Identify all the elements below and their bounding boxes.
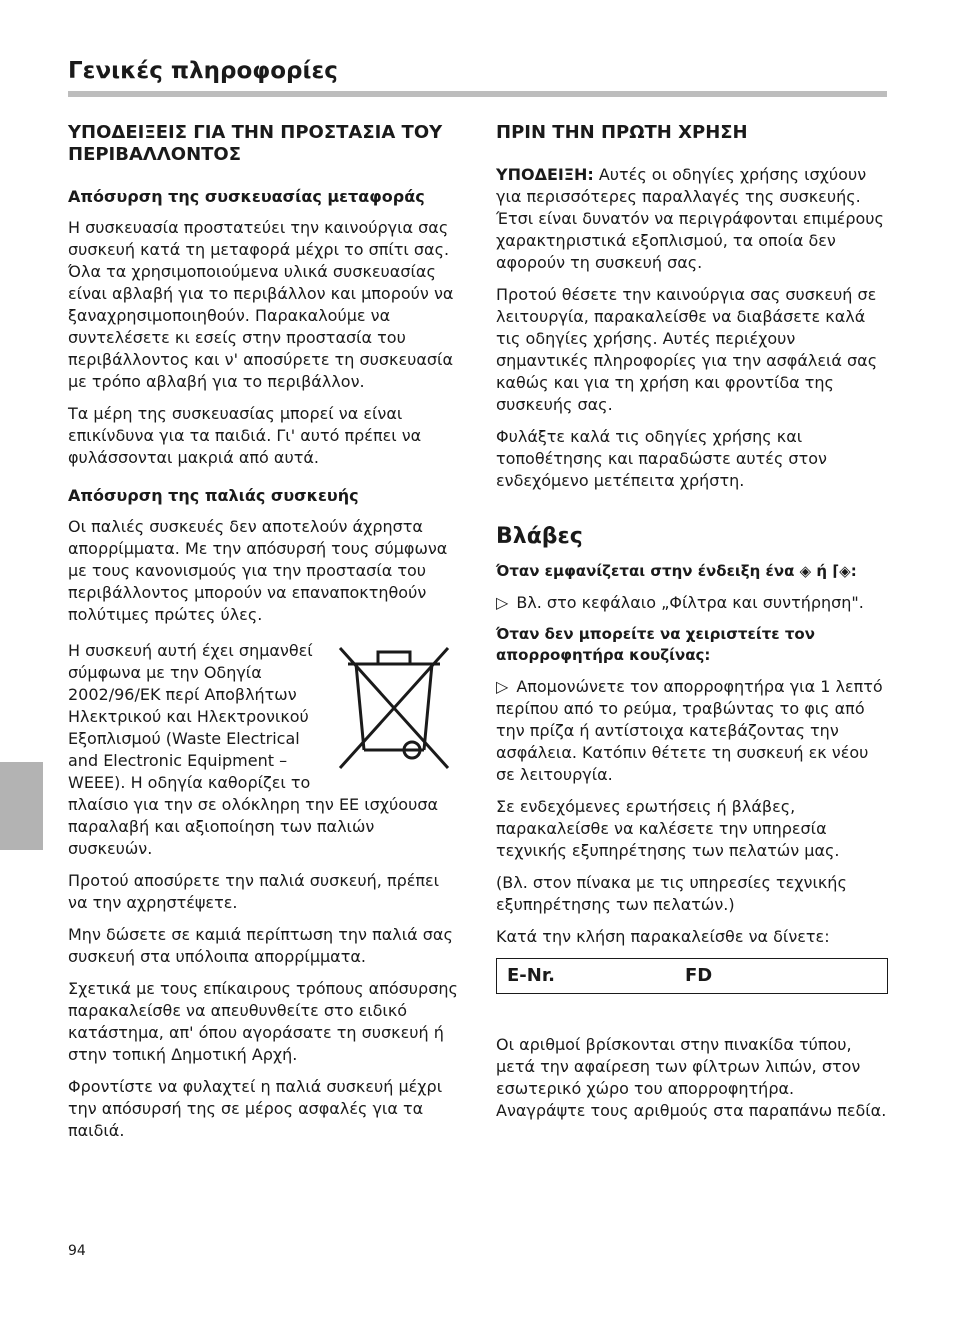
weee-paragraph: Η συσκευή αυτή έχει σημανθεί σύμφωνα με την Οδηγία 2002/96/ΕΚ περί Αποβλήτων Ηλεκτρικού και Ηλεκτρονικού Εξοπλισμού (Waste Electrical and Electronic Equipment – WEEE). Η οδηγία καθορίζει το πλαίσιο για την σε ολόκληρη την ΕΕ ισχύουσα παραλαβή και αξιοποίηση των παλιών συσκευών. [68,641,439,858]
fault-case-1-text-b: ή [811,562,833,580]
packaging-disposal-title: Απόσυρση της συσκευασίας μεταφοράς [68,187,425,206]
triangle-bullet-icon: ▷ [496,677,509,696]
crossed-bin-icon [334,640,454,780]
service-paragraph: Σε ενδεχόμενες ερωτήσεις ή βλάβες, παρακαλείσθε να καλέσετε την υπηρεσία τεχνικής εξυπηρέτησης των πελατών μας. [496,797,840,860]
filter-bracket-indicator-icon: ⌈◈ [832,562,851,580]
fault-case-1-action-text: Βλ. στο κεφάλαιο „Φίλτρα και συντήρηση". [516,593,864,612]
first-use-paragraph-3: Φυλάξτε καλά τις οδηγίες χρήσης και τοποθέτησης και παραδώστε αυτές στον ενδεχόμενο μετέπειτα χρήστη. [496,427,827,490]
old-appliance-paragraph-5: Σχετικά με τους επίκαιρους τρόπους απόσυρσης παρακαλείσθε να απευθυνθείτε στο ειδικό κατάστημα, απ' όπου αγοράσατε τη συσκευή ή στην τοπική Δημοτική Αρχή. [68,979,458,1064]
page-title: Γενικές πληροφορίες [68,58,338,84]
fault-case-2-title: Όταν δεν μπορείτε να χειριστείτε τον απορροφητήρα κουζίνας: [496,625,815,664]
old-appliance-paragraph-1: Οι παλιές συσκευές δεν αποτελούν άχρηστα απορρίμματα. Με την απόσυρσή τους σύμφωνα με τους κανονισμούς για την προστασία του περιβάλλοντος μπορούν να επαναποκτηθούν πολύτιμες πρώτες ύλες. [68,517,448,624]
weee-block [68,640,460,860]
side-tab-marker [0,762,43,850]
fault-case-2-action [496,676,888,786]
triangle-bullet-icon: ▷ [496,593,509,612]
service-table-note: (Βλ. στον πίνακα με τις υπηρεσίες τεχνικής εξυπηρέτησης των πελατών.) [496,873,847,914]
old-appliance-title: Απόσυρση της παλιάς συσκευής [68,486,359,505]
before-first-use-title: ΠΡΙΝ ΤΗΝ ΠΡΩΤΗ ΧΡΗΣΗ [496,122,748,143]
title-rule [68,91,887,97]
fault-case-2-action-text: Απομονώνετε τον απορροφητήρα για 1 λεπτό περίπου από το ρεύμα, τραβώντας το φις από την πρίζα ή αντίστοιχα κατεβάζοντας την ασφάλεια. Κατόπιν θέτετε τη συσκευή εκ νέου σε λειτουργία. [496,677,883,784]
call-info-paragraph: Κατά την κλήση παρακαλείσθε να δίνετε: [496,927,830,946]
fd-label: FD [685,965,713,986]
page-number: 94 [68,1243,86,1259]
note-text: Αυτές οι οδηγίες χρήσης ισχύουν για περισσότερες παραλλαγές της συσκευής. Έτσι είναι δυνατόν να περιγράφονται επιμέρους χαρακτηριστικά εξοπλισμού, τα οποία δεν αφορούν τη συσκευή σας. [496,165,884,272]
rating-plate-paragraph: Οι αριθμοί βρίσκονται στην πινακίδα τύπου, μετά την αφαίρεση των φίλτρων λιπών, στον εσωτερικό χώρο του απορροφητήρα. Αναγράψτε τους αριθμούς στα παραπάνω πεδία. [496,1035,887,1120]
old-appliance-paragraph-4: Μην δώσετε σε καμιά περίπτωση την παλιά σας συσκευή στα υπόλοιπα απορρίμματα. [68,925,453,966]
old-appliance-paragraph-3: Προτού αποσύρετε την παλιά συσκευή, πρέπει να την αχρηστέψετε. [68,871,440,912]
note-paragraph [496,164,888,274]
note-label: ΥΠΟΔΕΙΞΗ: [496,165,594,184]
right-column [496,122,888,1132]
packaging-paragraph-1: Η συσκευασία προστατεύει την καινούργια σας συσκευή κατά τη μεταφορά μέχρι το σπίτι σας. Όλα τα χρησιμοποιούμενα υλικά συσκευασίας είναι αβλαβή για το περιβάλλον και μπορούν να ξαναχρησιμοποιηθούν. Παρακαλούμε να συντελέσετε κι εσείς στην προστασία του περιβάλλοντος και ν' αποσύρετε τη συσκευασία με τρόπο αβλαβή για το περιβάλλον. [68,218,454,391]
enr-label: E-Nr. [507,965,555,986]
fault-case-1-title [496,561,888,582]
packaging-paragraph-2: Τα μέρη της συσκευασίας μπορεί να είναι επικίνδυνα για τα παιδιά. Γι' αυτό πρέπει να φυλάσσονται μακριά από αυτά. [68,404,422,467]
environment-section-title: ΥΠΟΔΕΙΞΕΙΣ ΓΙΑ ΤΗΝ ΠΡΟΣΤΑΣΙΑ ΤΟΥ ΠΕΡΙΒΑΛΛΟΝΤΟΣ [68,122,443,165]
old-appliance-paragraph-6: Φροντίστε να φυλαχτεί η παλιά συσκευή μέχρι την απόσυρσή της σε μέρος ασφαλές για τα παιδιά. [68,1077,443,1140]
left-column [68,122,460,1152]
enr-fd-box [496,958,888,994]
fault-case-1-text-c: : [850,562,857,580]
fault-case-1-action [496,592,888,614]
first-use-paragraph-2: Προτού θέσετε την καινούργια σας συσκευή σε λειτουργία, παρακαλείσθε να διαβάσετε καλά τις οδηγίες χρήσης. Αυτές περιέχουν σημαντικές πληροφορίες για την ασφάλειά σας καθώς και για τη χρήση και φροντίδα της συσκευής σας. [496,285,878,414]
filter-indicator-icon: ◈ [799,562,812,580]
fault-case-1-text-a: Όταν εμφανίζεται στην ένδειξη ένα [496,562,800,580]
faults-title: Βλάβες [496,524,583,549]
